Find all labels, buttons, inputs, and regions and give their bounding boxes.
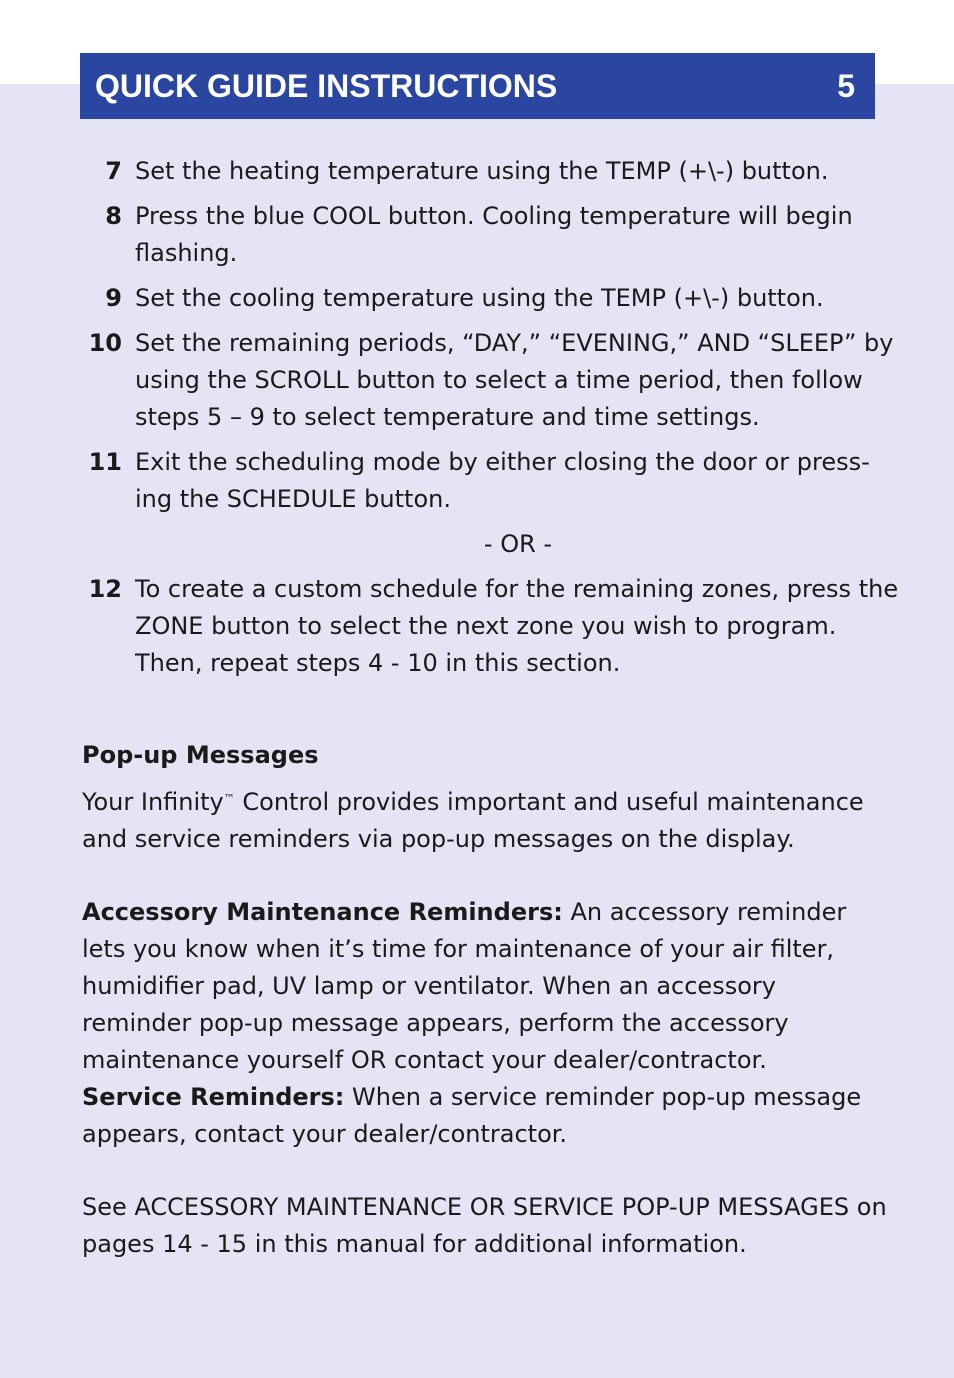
step-item: [88, 444, 908, 518]
step-number: 9: [105, 284, 122, 312]
step-text: Set the heating temperature using the TEMP (+\-) button.: [135, 157, 829, 185]
step-item: [88, 280, 908, 317]
trademark-mark: ™: [223, 792, 235, 805]
steps-list: [88, 153, 908, 690]
service-text: When a service reminder pop-up message appears, contact your dealer/contractor.: [82, 1083, 862, 1148]
step-number: 11: [88, 448, 122, 476]
popup-intro: [82, 784, 892, 858]
or-separator: - OR -: [483, 530, 553, 558]
section-header: [80, 53, 875, 119]
step-item: [88, 571, 908, 682]
spacer: [82, 1153, 892, 1189]
popup-heading: Pop-up Messages: [82, 741, 319, 769]
step-number: 12: [88, 575, 122, 603]
page-number: 5: [837, 67, 855, 104]
step-number: 7: [105, 157, 122, 185]
step-text: Exit the scheduling mode by either closing the door or press-ing the SCHEDULE button.: [135, 448, 870, 513]
popup-section: [82, 737, 892, 1263]
accessory-text: An accessory reminder lets you know when it’s time for maintenance of your air filter, humidifier pad, UV lamp or ventilator. When an accessory reminder pop-up message appears, perform the accessory maintenance yourself OR contact your dealer/contractor.: [82, 898, 847, 1074]
section-title: QUICK GUIDE INSTRUCTIONS: [95, 67, 558, 104]
intro-text-cont: Control provides important and useful maintenance and service reminders via pop-up messages on the display.: [82, 788, 864, 853]
spacer: [82, 858, 892, 894]
accessory-label: Accessory Maintenance Reminders:: [82, 898, 563, 926]
step-text: Press the blue COOL button. Cooling temperature will begin flashing.: [135, 202, 853, 267]
step-number: 10: [88, 329, 122, 357]
service-label: Service Reminders:: [82, 1083, 345, 1111]
step-text: To create a custom schedule for the remaining zones, press the ZONE button to select the next zone you wish to program. Then, repeat steps 4 - 10 in this section.: [135, 575, 899, 677]
service-paragraph: [82, 1079, 892, 1153]
step-number: 8: [105, 202, 122, 230]
accessory-paragraph: [82, 894, 892, 1079]
see-also-paragraph: See ACCESSORY MAINTENANCE OR SERVICE POP-UP MESSAGES on pages 14 - 15 in this manual for additional information.: [82, 1193, 887, 1258]
step-item: [88, 153, 908, 190]
step-item: [88, 198, 908, 272]
step-item: [88, 325, 908, 436]
step-text: Set the cooling temperature using the TEMP (+\-) button.: [135, 284, 824, 312]
intro-text: Your Infinity: [82, 788, 224, 816]
step-text: Set the remaining periods, “DAY,” “EVENING,” AND “SLEEP” by using the SCROLL button to select a time period, then follow steps 5 – 9 to select temperature and time settings.: [135, 329, 894, 431]
